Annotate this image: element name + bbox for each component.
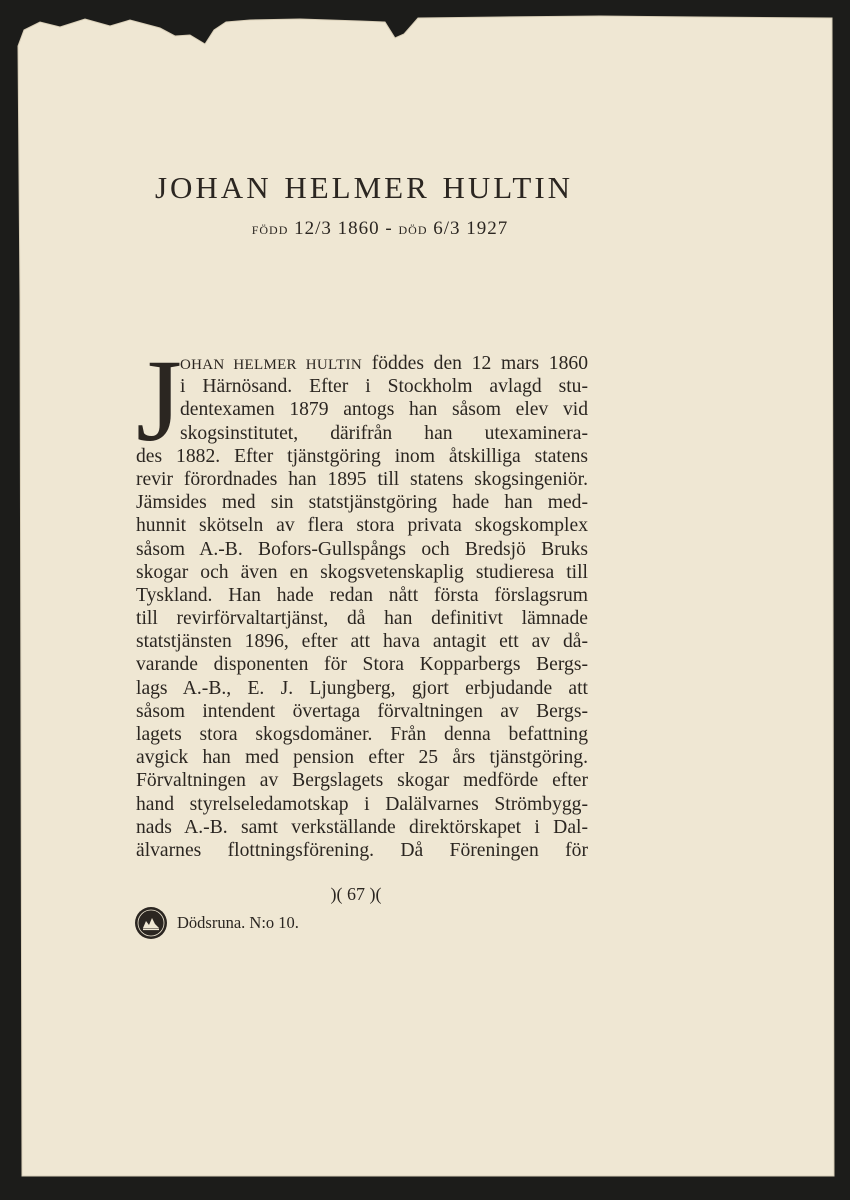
body-line: statstjänsten 1896, efter att hava antagit ett av då-	[136, 631, 588, 653]
body-line: Tyskland. Han hade redan nått första förslagsrum	[136, 584, 588, 606]
page-number: )( 67 )(	[330, 884, 382, 904]
died-label: DÖD	[398, 223, 428, 237]
body-line: älvarnes flottningsförening. Då Föreningen för	[136, 839, 588, 861]
born-date: 12/3 1860	[294, 218, 380, 239]
body-line: revir förordnades han 1895 till statens skogsingeniör.	[136, 468, 588, 490]
born-label: FÖDD	[251, 223, 289, 237]
body-line-first	[136, 352, 588, 375]
body-line: skogar och även en skogsvetenskaplig studieresa till	[136, 561, 588, 583]
footer-label: Dödsruna. N:o 10.	[177, 913, 299, 932]
body-line: dentexamen 1879 antogs han såsom elev vid	[180, 399, 588, 421]
body-line: till revirförvaltartjänst, då han definitivt lämnade	[136, 608, 588, 630]
body-line: nads A.-B. samt verkställande direktörskapet i Dal-	[136, 816, 588, 838]
body-line: hunnit skötseln av flera stora privata skogskomplex	[136, 515, 588, 537]
body-line: Förvaltningen av Bergslagets skogar medförde efter	[136, 770, 588, 792]
body-line: varande disponenten för Stora Kopparbergs Bergs-	[136, 654, 588, 676]
obituary-body	[136, 335, 588, 862]
date-separator: -	[385, 218, 393, 239]
body-line: lagets stora skogsdomäner. Från denna befattning	[136, 724, 588, 745]
drop-cap: J	[136, 335, 182, 466]
body-line: Jämsides med sin statstjänstgöring hade han med-	[136, 492, 588, 514]
page-title: JOHAN HELMER HULTIN	[154, 170, 574, 205]
body-line: hand styrelseledamotskap i Dalälvarnes Strömbygg-	[136, 793, 588, 815]
body-line: såsom intendent övertaga förvaltningen av Bergs-	[136, 700, 588, 722]
first-line-rest: föddes den 12 mars 1860	[371, 353, 588, 374]
body-line: i Härnösand. Efter i Stockholm avlagd stu-	[180, 376, 588, 398]
body-line: såsom A.-B. Bofors-Gullspångs och Bredsjö Bruks	[136, 538, 588, 560]
life-dates	[0, 218, 760, 240]
body-line: skogsinstitutet, därifrån han utexaminera-	[180, 422, 588, 444]
died-date: 6/3 1927	[433, 218, 509, 239]
body-line: des 1882. Efter tjänstgöring inom åtskilliga statens	[136, 445, 588, 467]
name-small-caps: OHAN HELMER HULTIN	[180, 357, 362, 373]
body-line: avgick han med pension efter 25 års tjänstgöring.	[136, 747, 588, 769]
body-line: lags A.-B., E. J. Ljungberg, gjort erbjudande att	[136, 677, 588, 699]
society-seal-icon	[134, 906, 168, 940]
